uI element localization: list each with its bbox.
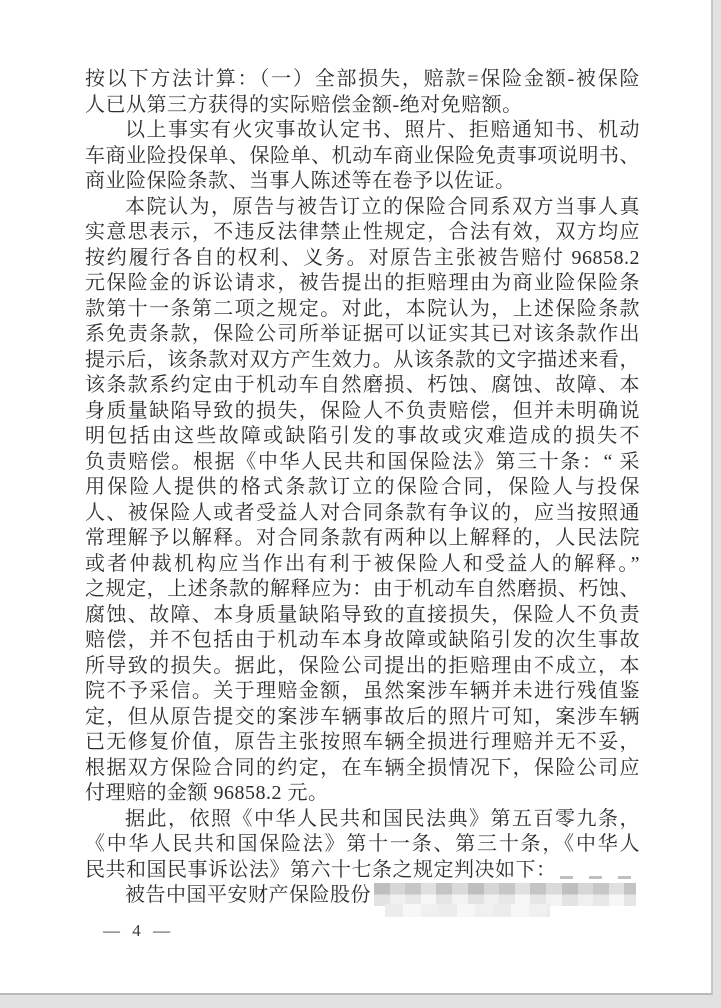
text-line-content: 身质量缺陷导致的损失，保险人不负责赔偿，但并未明确说 [85,399,640,422]
text-line [85,730,640,756]
text-line [85,832,640,858]
page-number: — 4 — [103,921,174,940]
text-line [85,807,640,833]
text-line-content: 该条款系约定由于机动车自然磨损、朽蚀、腐蚀、故障、本 [85,374,640,396]
text-line-content: 按以下方法计算：（一）全部损失，赔款=保险金额-被保险 [85,68,640,90]
text-line-content: 负责赔偿。根据《中华人民共和国保险法》第三十条：“ 采 [85,450,640,473]
text-line [85,628,640,654]
text-line [85,577,640,603]
redaction-smudge [385,904,550,917]
text-line-content: 或者仲裁机构应当作出有利于被保险人和受益人的解释。” [85,552,640,575]
text-line-content: 实意思表示，不违反法律禁止性规定，合法有效，双方均应 [85,221,640,243]
text-line-content: 之规定，上述条款的解释应为：由于机动车自然磨损、朽蚀、 [85,578,640,600]
text-line [85,526,640,552]
text-line-content: 民共和国民事诉讼法》第六十七条之规定判决如下： [85,858,557,881]
text-line-content: 提示后，该条款对双方产生效力。从该条款的文字描述来看， [85,348,640,371]
text-line-content: 根据双方保险合同的约定，在车辆全损情况下，保险公司应 [85,756,640,779]
text-line [85,501,640,527]
text-line-content: 常理解予以解释。对合同条款有两种以上解释的，人民法院 [85,527,640,549]
text-line [85,322,640,348]
text-line [85,195,640,221]
text-line [85,220,640,246]
text-line-content: 腐蚀、故障、本身质量缺陷导致的直接损失，保险人不负责 [85,603,640,626]
text-line [85,271,640,297]
text-line-content: 按约履行各自的权利、义务。对原告主张被告赔付 96858.2 [85,246,640,269]
text-line-content: 用保险人提供的格式条款订立的保险合同，保险人与投保 [85,476,640,498]
text-line [85,475,640,501]
text-line [85,858,640,884]
text-line-content: 以上事实有火灾事故认定书、照片、拒赔通知书、机动 [125,119,640,141]
text-line [85,246,640,272]
text-line [85,424,640,450]
text-line [85,297,640,323]
text-line-content: 已无修复价值，原告主张按照车辆全损进行理赔并无不妥， [85,731,640,753]
text-line [85,552,640,578]
text-line-content: 元保险金的诉讼请求，被告提出的拒赔理由为商业险保险条 [85,272,640,294]
text-line-content: 人已从第三方获得的实际赔偿金额-绝对免赔额。 [85,93,523,116]
text-line-content: 付理赔的金额 96858.2 元。 [85,782,329,804]
text-line [85,781,640,807]
text-line-content: 定，但从原告提交的案涉车辆事故后的照片可知，案涉车辆 [85,705,640,728]
text-line [85,603,640,629]
text-line-content: 明包括由这些故障或缺陷引发的事故或灾难造成的损失不 [85,425,640,447]
text-line [85,654,640,680]
text-line-content: 车商业险投保单、保险单、机动车商业保险免责事项说明书、 [85,144,640,167]
redaction-blur [374,883,636,906]
text-line-content: 款第十一条第二项之规定。对此，本院认为，上述保险条款 [85,297,640,320]
text-line [85,348,640,374]
text-line [85,756,640,782]
judgment-text [85,67,640,909]
text-line-content: 所导致的损失。据此，保险公司提出的拒赔理由不成立，本 [85,654,640,677]
text-line [85,679,640,705]
text-line-content: 被告中国平安财产保险股份 [125,884,371,906]
text-line [85,399,640,425]
text-line-content: 院不予采信。关于理赔金额，虽然案涉车辆并未进行残值鉴 [85,680,640,702]
text-line-content: 商业险保险条款、当事人陈述等在卷予以佐证。 [85,170,516,192]
text-line-content: 系免责条款，保险公司所举证据可以证实其已对该条款作出 [85,323,640,345]
text-line-content: 据此，依照《中华人民共和国民法典》第五百零九条， [125,807,640,830]
text-line-content: 《中华人民共和国保险法》第十一条、第三十条，《中华人 [85,833,640,855]
text-line [85,67,640,93]
text-line-content: 人、被保险人或者受益人对合同条款有争议的，应当按照通 [85,501,640,524]
text-line [85,373,640,399]
text-line [85,883,640,909]
text-line [85,169,640,195]
text-line-content: 赔偿，并不包括由于机动车本身故障或缺陷引发的次生事故 [85,629,640,651]
text-line [85,450,640,476]
text-line [85,144,640,170]
text-line [85,705,640,731]
text-line-content: 本院认为，原告与被告订立的保险合同系双方当事人真 [125,195,640,218]
text-line [85,93,640,119]
text-line [85,118,640,144]
